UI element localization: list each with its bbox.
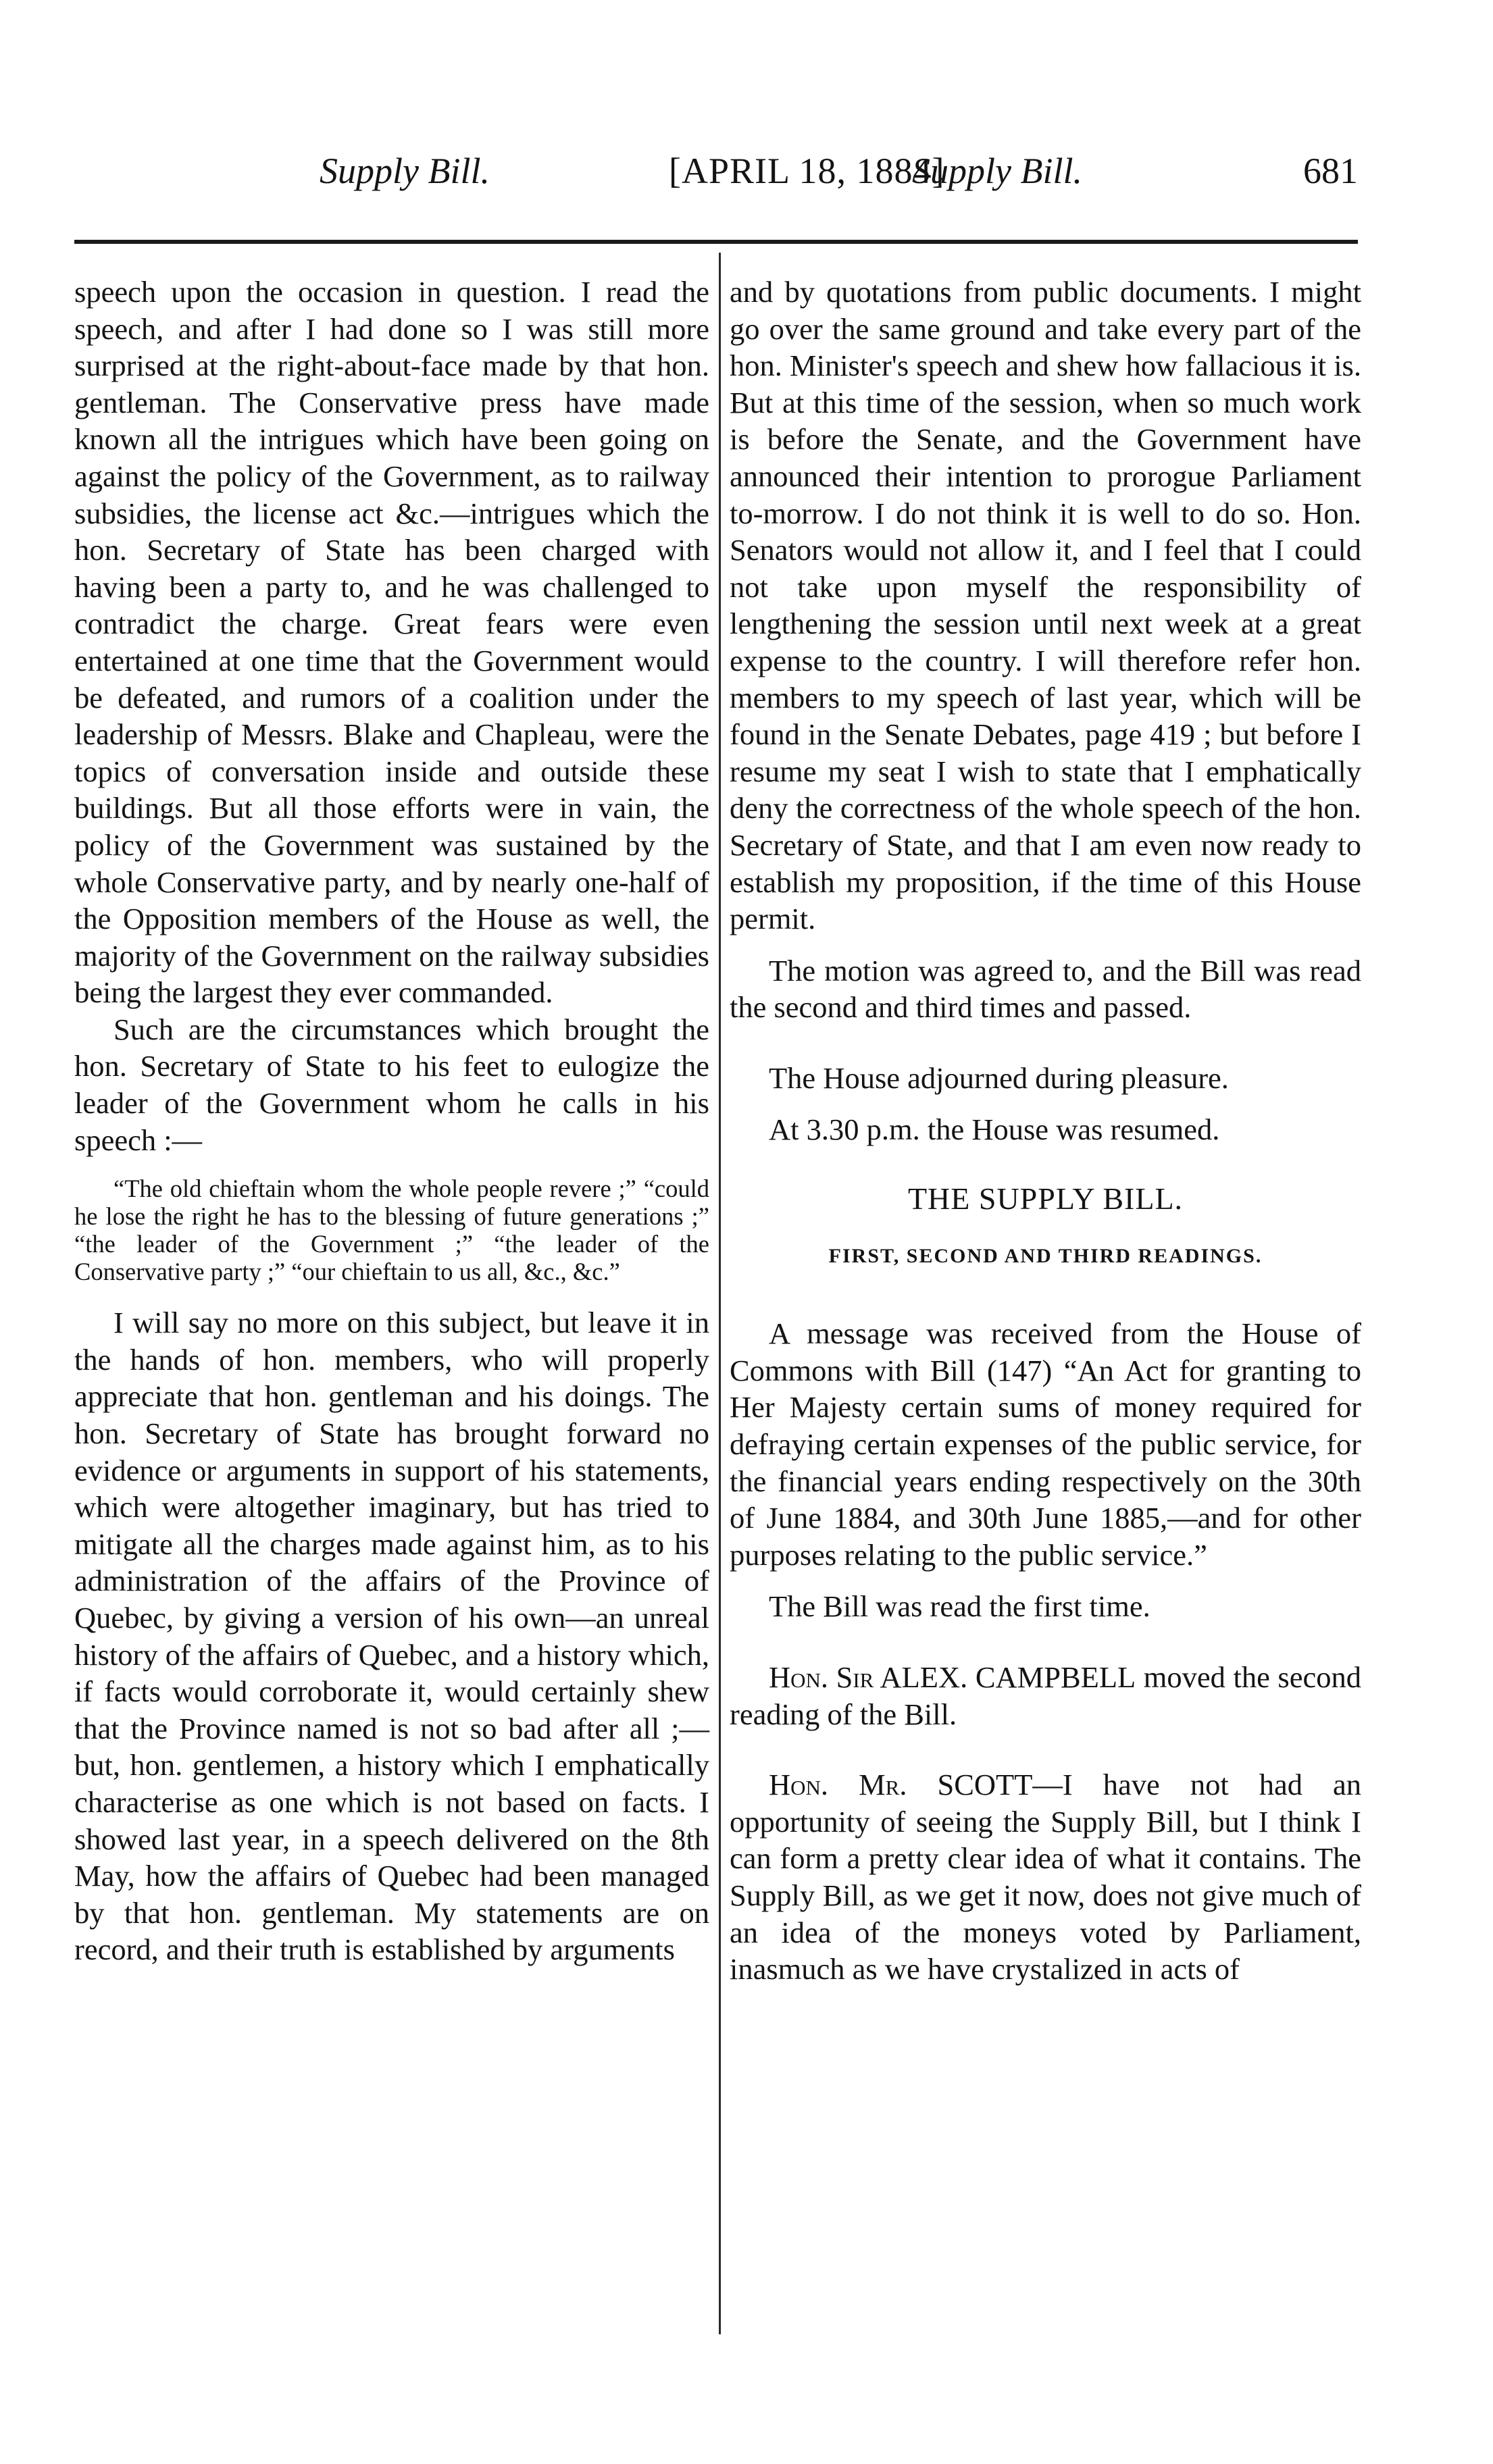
- right-paragraph-5: A message was received from the House of Commons with Bill (147) “An Act for granting to Her Majesty certain sums of money required for defraying certain expenses of the public service, for the financial years ending respectively on the 30th of June 1884, and 30th June 1885,—and for other purposes relating to the public service.”: [730, 1316, 1361, 1572]
- right-paragraph-6: The Bill was read the first time.: [769, 1589, 1150, 1624]
- header-left-title: Supply Bill.: [320, 151, 490, 191]
- left-paragraph-3: I will say no more on this subject, but leave it in the hands of hon. members, who will properly appreciate that hon. gentleman and his doings. The hon. Secretary of State has brought forward no evidence or arguments in support of his statements, which were altogether imaginary, but has tried to mitigate all the charges made against him, as to his administration of the affairs of the Province of Quebec, by giving a version of his own—an unreal history of the affairs of Quebec, and a history which, if facts would corroborate it, would certainly shew that the Province named is not so bad after all ;—but, hon. gentlemen, a history which I emphatically characterise as one which is not based on facts. I showed last year, in a speech delivered on the 8th May, how the affairs of Quebec had been managed by that hon. gentleman. My statements are on record, and their truth is established by arguments: [74, 1306, 709, 1967]
- block-quote: “The old chieftain whom the whole people revere ;” “could he lose the right he has to the blessing of future generations ;” “the leader of the Government ;” “the leader of the Conservative party ;” “our chieftain to us all, &c., &c.”: [74, 1175, 709, 1286]
- header-rule: [74, 240, 1358, 244]
- paragraph-text: moved the second reading of the Bill.: [730, 1660, 1361, 1731]
- left-paragraph-1: speech upon the occasion in question. I read the speech, and after I had done so I was still more surprised at the right-about-face made by that hon. gentleman. The Conservative press have made known all the intrigues which have been going on against the policy of the Government, as to railway subsidies, the license act &c.—intrigues which the hon. Secretary of State has been charged with having been a party to, and he was challenged to contradict the charge. Great fears were even entertained at one time that the Government would be defeated, and rumors of a coalition under the leadership of Messrs. Blake and Chapleau, were the topics of conversation inside and outside these buildings. But all those efforts were in vain, the policy of the Government was sustained by the whole Conservative party, and by nearly one-half of the Opposition members of the House as well, the majority of the Government on the railway subsidies being the largest they ever commanded.: [74, 275, 709, 1010]
- right-paragraph-7: [730, 1659, 1361, 1732]
- section-subheading: FIRST, SECOND AND THIRD READINGS.: [828, 1244, 1263, 1267]
- header-right-title: Supply Bill.: [912, 151, 1082, 191]
- paragraph-text: —I have not had an opportunity of seeing the Supply Bill, but I think I can form a pretty clear idea of what it contains. The Supply Bill, as we get it now, does not give much of an idea of the moneys voted by Parliament, inasmuch as we have crystalized in acts of: [730, 1768, 1362, 1986]
- header-date: [APRIL 18, 1884]: [669, 151, 945, 191]
- speaker-name: Hon. Mr. SCOTT: [769, 1768, 1033, 1802]
- right-paragraph-1: and by quotations from public documents. I might go over the same ground and take every part of the hon. Minister's speech and shew how fallacious it is. But at this time of the session, when so much work is before the Senate, and the Government have announced their intention to prorogue Parliament to-morrow. I do not think it is well to do so. Hon. Senators would not allow it, and I feel that I could not take upon myself the responsibility of lengthening the session until next week at a great expense to the country. I will therefore refer hon. members to my speech of last year, which will be found in the Senate Debates, page 419 ; but before I resume my seat I wish to state that I emphatically deny the correctness of the whole speech of the hon. Secretary of State, and that I am even now ready to establish my proposition, if the time of this House permit.: [730, 275, 1361, 936]
- left-column: [74, 274, 709, 1968]
- right-paragraph-3: The House adjourned during pleasure.: [769, 1060, 1229, 1095]
- left-paragraph-2: Such are the circumstances which brought the hon. Secretary of State to his feet to eulogize the leader of the Government whom he calls in his speech :—: [74, 1012, 709, 1157]
- right-paragraph-8: [730, 1766, 1361, 1988]
- section-heading: THE SUPPLY BILL.: [907, 1181, 1184, 1216]
- running-header: [74, 150, 1358, 204]
- right-column: [730, 274, 1361, 1988]
- right-paragraph-4: At 3.30 p.m. the House was resumed.: [769, 1112, 1220, 1147]
- right-paragraph-2: The motion was agreed to, and the Bill was read the second and third times and passed.: [730, 953, 1361, 1025]
- page-number: 681: [1303, 151, 1358, 191]
- column-divider: [719, 253, 721, 2334]
- speaker-name: Hon. Sir ALEX. CAMPBELL: [769, 1660, 1136, 1694]
